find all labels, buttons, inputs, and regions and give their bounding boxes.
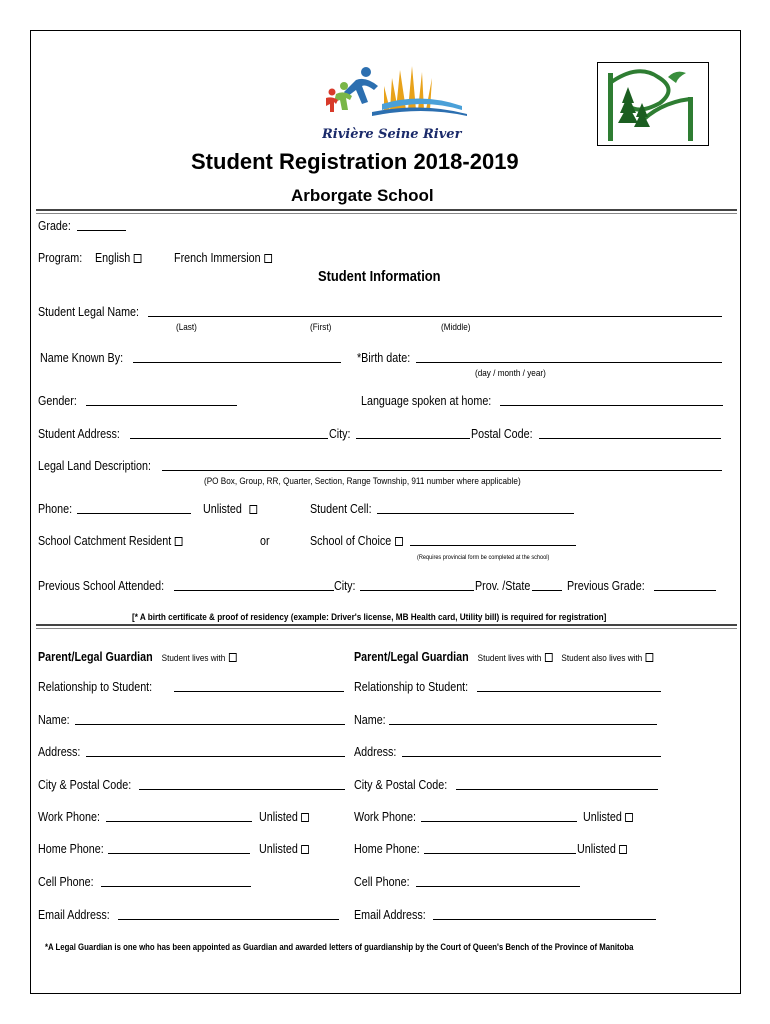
right-home-field[interactable] (424, 853, 576, 854)
right-name-field[interactable] (389, 724, 657, 725)
left-home-field[interactable] (108, 853, 250, 854)
prev-grade-label: Previous Grade: (567, 579, 645, 593)
prev-school-label: Previous School Attended: (38, 579, 165, 593)
right-city-label: City & Postal Code: (354, 778, 448, 792)
guardian-left-lives-checkbox[interactable] (229, 653, 237, 662)
left-cell-field[interactable] (101, 886, 251, 887)
form-title: Student Registration 2018-2019 (191, 149, 519, 174)
or-label: or (260, 534, 270, 548)
prov-label: Prov. /State (475, 579, 531, 593)
left-name-label: Name: (38, 713, 70, 727)
postal-field[interactable] (539, 438, 721, 439)
student-city-field[interactable] (356, 438, 470, 439)
left-relationship-label: Relationship to Student: (38, 680, 153, 694)
unlisted-option (203, 502, 257, 516)
left-cell-label: Cell Phone: (38, 875, 94, 889)
right-work-unlisted-label: Unlisted (583, 810, 622, 824)
right-home-unlisted-checkbox[interactable] (619, 845, 627, 854)
english-label: English (95, 251, 131, 265)
right-work-unlisted-checkbox[interactable] (625, 813, 633, 822)
left-address-label: Address: (38, 745, 81, 759)
left-work-unlisted-checkbox[interactable] (301, 813, 309, 822)
choice-option (310, 534, 402, 548)
left-city-field[interactable] (139, 789, 345, 790)
registration-note: [* A birth certificate & proof of residency (example: Driver's license, MB Health card, Utility bill) is required for registration] (132, 612, 607, 623)
student-address-field[interactable] (130, 438, 328, 439)
right-cell-field[interactable] (416, 886, 580, 887)
right-cell-label: Cell Phone: (354, 875, 410, 889)
language-field[interactable] (500, 405, 723, 406)
known-by-label: Name Known By: (40, 351, 124, 365)
right-home-label: Home Phone: (354, 842, 420, 856)
guardian-right-also-label: Student also lives with (561, 653, 643, 664)
language-label: Language spoken at home: (361, 394, 492, 408)
last-hint: (Last) (176, 322, 197, 333)
guardian-divider (36, 624, 737, 629)
right-city-field[interactable] (456, 789, 658, 790)
left-city-label: City & Postal Code: (38, 778, 132, 792)
left-work-unlisted-label: Unlisted (259, 810, 298, 824)
choice-field[interactable] (410, 545, 576, 546)
student-city-label: City: (329, 427, 351, 441)
right-work-unlisted (583, 810, 633, 824)
prov-field[interactable] (532, 590, 562, 591)
known-by-field[interactable] (133, 362, 341, 363)
left-email-field[interactable] (118, 919, 339, 920)
english-checkbox[interactable] (134, 254, 142, 263)
french-label: French Immersion (174, 251, 261, 265)
school-logo-graphic (598, 63, 708, 145)
right-home-unlisted-label: Unlisted (577, 842, 616, 856)
middle-hint: (Middle) (441, 322, 471, 333)
left-name-field[interactable] (75, 724, 345, 725)
postal-label: Postal Code: (471, 427, 533, 441)
first-hint: (First) (310, 322, 332, 333)
student-info-heading: Student Information (318, 268, 441, 285)
student-cell-field[interactable] (377, 513, 574, 514)
grade-label: Grade: (38, 219, 71, 233)
gender-label: Gender: (38, 394, 77, 408)
student-cell-label: Student Cell: (310, 502, 372, 516)
left-work-unlisted (259, 810, 309, 824)
french-checkbox[interactable] (264, 254, 272, 263)
guardian-left-lives-label: Student lives with (161, 653, 226, 664)
french-option (174, 251, 272, 265)
land-field[interactable] (162, 470, 722, 471)
prev-grade-field[interactable] (654, 590, 716, 591)
guardian-left-heading (38, 650, 236, 664)
left-home-label: Home Phone: (38, 842, 104, 856)
left-email-label: Email Address: (38, 908, 110, 922)
left-work-label: Work Phone: (38, 810, 100, 824)
guardian-left-title: Parent/Legal Guardian (38, 650, 153, 664)
land-label: Legal Land Description: (38, 459, 151, 473)
svg-text:Rivière Seine River: Rivière Seine River (322, 127, 462, 142)
choice-label: School of Choice (310, 534, 392, 548)
school-logo (597, 62, 709, 146)
right-work-label: Work Phone: (354, 810, 416, 824)
right-home-unlisted (577, 842, 627, 856)
grade-field[interactable] (77, 230, 126, 231)
left-home-unlisted (259, 842, 309, 856)
guardian-right-title: Parent/Legal Guardian (354, 650, 469, 664)
unlisted-checkbox[interactable] (250, 505, 258, 514)
phone-field[interactable] (77, 513, 191, 514)
choice-checkbox[interactable] (395, 537, 403, 546)
gender-field[interactable] (86, 405, 237, 406)
prev-city-label: City: (334, 579, 356, 593)
division-logo (322, 62, 472, 142)
left-home-unlisted-label: Unlisted (259, 842, 298, 856)
left-work-field[interactable] (106, 821, 252, 822)
catchment-label: School Catchment Resident (38, 534, 172, 548)
legal-name-field[interactable] (148, 316, 722, 317)
header-divider (36, 209, 737, 214)
legal-name-label: Student Legal Name: (38, 305, 140, 319)
english-option (95, 251, 141, 265)
phone-label: Phone: (38, 502, 73, 516)
right-name-label: Name: (354, 713, 386, 727)
right-address-field[interactable] (402, 756, 661, 757)
right-relationship-field[interactable] (477, 691, 661, 692)
birth-label: *Birth date: (357, 351, 411, 365)
land-hint: (PO Box, Group, RR, Quarter, Section, Range Township, 911 number where applicable) (204, 476, 521, 487)
right-work-field[interactable] (421, 821, 577, 822)
left-home-unlisted-checkbox[interactable] (301, 845, 309, 854)
choice-hint: (Requires provincial form be completed at the school) (417, 554, 550, 561)
right-relationship-label: Relationship to Student: (354, 680, 469, 694)
guardian-right-heading (354, 650, 653, 664)
guardian-definition-note: *A Legal Guardian is one who has been appointed as Guardian and awarded letters of guardianship by the Court of Queen's Bench of the Province of Manitoba (45, 942, 634, 953)
guardian-right-lives-label: Student lives with (477, 653, 542, 664)
prev-city-field[interactable] (360, 590, 474, 591)
guardian-right-lives-checkbox[interactable] (545, 653, 553, 662)
right-email-label: Email Address: (354, 908, 426, 922)
logo-graphic (322, 62, 472, 142)
guardian-right-also-checkbox[interactable] (646, 653, 654, 662)
catchment-checkbox[interactable] (175, 537, 183, 546)
prev-school-field[interactable] (174, 590, 334, 591)
right-address-label: Address: (354, 745, 397, 759)
left-address-field[interactable] (86, 756, 345, 757)
unlisted-label: Unlisted (203, 502, 242, 516)
student-address-label: Student Address: (38, 427, 120, 441)
program-label: Program: (38, 251, 83, 265)
catchment-option (38, 534, 182, 548)
birth-hint: (day / month / year) (475, 368, 546, 379)
school-name: Arborgate School (291, 186, 434, 205)
right-email-field[interactable] (433, 919, 656, 920)
birth-field[interactable] (416, 362, 722, 363)
left-relationship-field[interactable] (174, 691, 344, 692)
